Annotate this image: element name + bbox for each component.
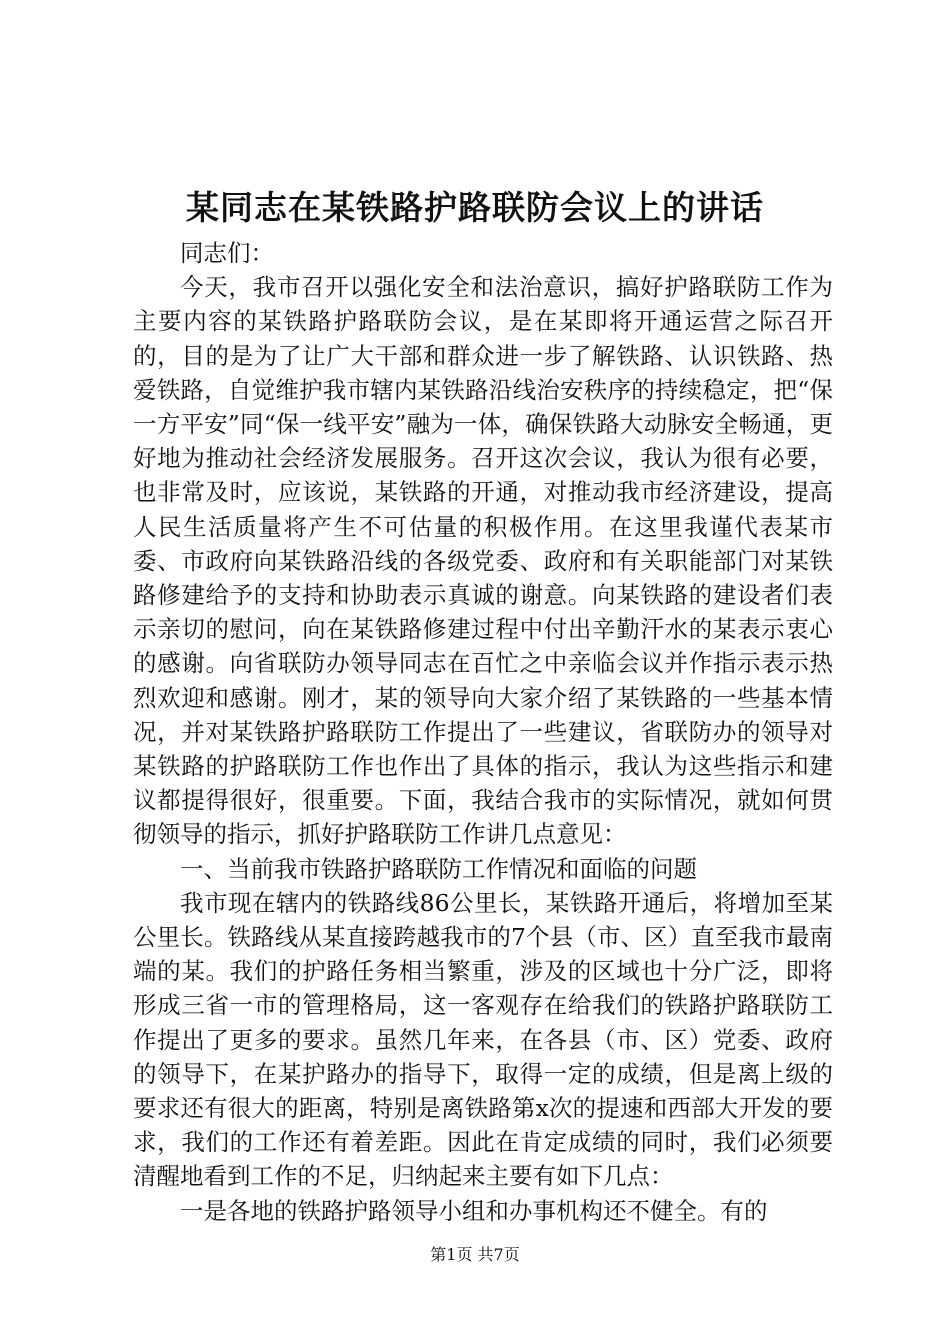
body-paragraph: 一是各地的铁路护路领导小组和办事机构还不健全。有的 bbox=[180, 1196, 768, 1225]
section-heading: 一、当前我市铁路护路联防工作情况和面临的问题 bbox=[180, 854, 697, 883]
body-paragraph: 我市现在辖内的铁路线86公里长，某铁路开通后，将增加至某公里长。铁路线从某直接跨越我市的7个县（市、区）直至我市最南端的某。我们的护路任务相当繁重，涉及的区域也十分广泛，即将形成三省一市的管理格局，这一客观存在给我们的铁路护路联防工作提出了更多的要求。虽然几年来，在各县（市、区）党委、政府的领导下，在某护路办的指导下，取得一定的成绩，但是离上级的要求还有很大的距离，特别是离铁路第x次的提速和西部大开发的要求，我们的工作还有着差距。因此在肯定成绩的同时，我们必须要清醒地看到工作的不足，归纳起来主要有如下几点： bbox=[133, 888, 833, 1191]
page-number-footer: 第1页 共7页 bbox=[430, 1245, 520, 1264]
salutation-paragraph: 同志们： bbox=[180, 239, 274, 267]
document-title: 某同志在某铁路护路联防会议上的讲话 bbox=[186, 188, 764, 227]
document-body bbox=[133, 236, 833, 1228]
body-paragraph: 今天，我市召开以强化安全和法治意识，搞好护路联防工作为主要内容的某铁路护路联防会议，是在某即将开通运营之际召开的，目的是为了让广大干部和群众进一步了解铁路、认识铁路、热爱铁路，自觉维护我市辖内某铁路沿线治安秩序的持续稳定，把“保一方平安”同“保一线平安”融为一体，确保铁路大动脉安全畅通，更好地为推动社会经济发展服务。召开这次会议，我认为很有必要，也非常及时，应该说，某铁路的开通，对推动我市经济建设，提高人民生活质量将产生不可估量的积极作用。在这里我谨代表某市委、市政府向某铁路沿线的各级党委、政府和有关职能部门对某铁路修建给予的支持和协助表示真诚的谢意。向某铁路的建设者们表示亲切的慰问，向在某铁路修建过程中付出辛勤汗水的某表示衷心的感谢。向省联防办领导同志在百忙之中亲临会议并作指示表示热烈欢迎和感谢。刚才，某的领导向大家介绍了某铁路的一些基本情况，并对某铁路护路联防工作提出了一些建议，省联防办的领导对某铁路的护路联防工作也作出了具体的指示，我认为这些指示和建议都提得很好，很重要。下面，我结合我市的实际情况，就如何贯彻领导的指示，抓好护路联防工作讲几点意见： bbox=[133, 273, 833, 849]
